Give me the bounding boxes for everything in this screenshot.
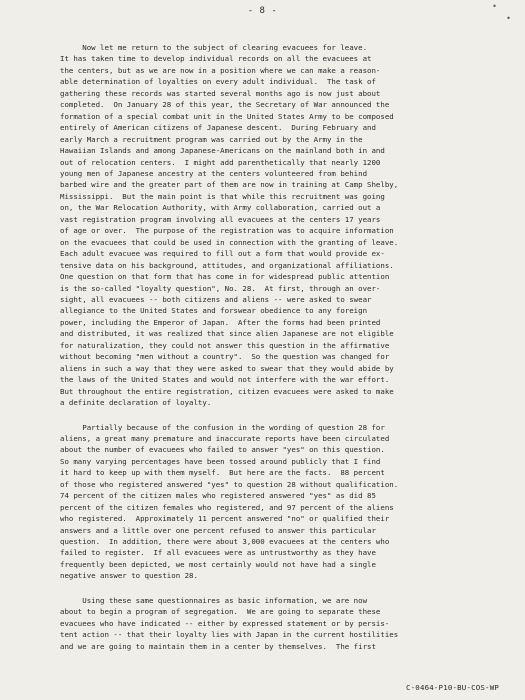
text-line: the laws of the United States and would not interfere with the war effort. [60, 375, 390, 385]
text-line: 74 percent of the citizen males who registered answered "yes" as did 85 [60, 491, 376, 501]
text-line: without becoming "men without a country". So the question was changed for [60, 352, 390, 362]
text-line: One question on that form that has come in for widespread public attention [60, 272, 390, 282]
text-line: the centers, but as we are now in a position where we can make a reason- [60, 65, 381, 75]
text-line: for naturalization, they could not answer this question in the affirmative [60, 340, 390, 350]
text-line: tensive data on his background, attitudes, and organizational affiliations. [60, 260, 394, 270]
text-line: gathering these records was started several months ago is now just about [60, 88, 381, 98]
text-line: Now let me return to the subject of clearing evacuees for leave. [60, 43, 368, 52]
text-line: young men of Japanese ancestry at the centers volunteered from behind [60, 168, 368, 178]
text-line: sight, all evacuees -- both citizens and aliens -- were asked to swear [60, 294, 372, 304]
text-line: allegiance to the United States and forswear obedience to any foreign [60, 306, 368, 316]
text-line: barbed wire and the greater part of them are now in training at Camp Shelby, [60, 180, 399, 190]
text-line: and distributed, it was realized that since alien Japanese are not eligible [60, 329, 394, 339]
text-line: is the so-called "loyalty question", No. 28. At first, through an over- [60, 283, 381, 293]
text-line: on, the War Relocation Authority, with Army collaboration, carried out a [60, 203, 381, 213]
text-line: failed to register. If all evacuees were as untrustworthy as they have [60, 548, 376, 558]
document-body [60, 42, 505, 665]
text-line: Each adult evacuee was required to fill out a form that would provide ex- [60, 249, 385, 259]
text-line: Partially because of the confusion in the wording of question 28 for [60, 422, 385, 432]
text-line: aliens in such a way that they were asked to swear that they would abide by [60, 363, 394, 373]
text-line: negative answer to question 28. [60, 571, 198, 581]
text-line: tent action -- that their loyalty lies with Japan in the current hostilities [60, 630, 399, 640]
text-line: answers and a little over one percent refused to answer this particular [60, 525, 376, 535]
text-line: able determination of loyalties on every adult individual. The task of [60, 77, 376, 87]
text-line: aliens, a great many premature and inaccurate reports have been circulated [60, 433, 390, 443]
text-line: Hawaiian Islands and among Japanese-Americans on the mainland both in and [60, 146, 385, 156]
text-line: entirely of American citizens of Japanese descent. During February and [60, 123, 376, 133]
paragraph-clearing-evacuees [60, 42, 505, 409]
text-line: Using these same questionnaires as basic information, we are now [60, 595, 368, 605]
text-line: formation of a special combat unit in the United States Army to be composed [60, 111, 394, 121]
corner-mark-side: • [506, 14, 511, 23]
text-line: and we are going to maintain them in a center by themselves. The first [60, 641, 376, 651]
text-line: it hard to keep up with them myself. But here are the facts. 88 percent [60, 468, 385, 478]
text-line: about the number of evacuees who failed to answer "yes" on this question. [60, 445, 385, 455]
text-line: a definite declaration of loyalty. [60, 398, 212, 408]
text-line: vast registration program involving all evacuees at the centers 17 years [60, 214, 381, 224]
paragraph-segregation [60, 595, 505, 652]
text-line: evacuees who have indicated -- either by expressed statement or by persis- [60, 618, 390, 628]
text-line: of those who registered answered "yes" to question 28 without qualification. [60, 479, 399, 489]
text-line: But throughout the entire registration, citizen evacuees were asked to make [60, 386, 394, 396]
text-line: of age or over. The purpose of the registration was to acquire information [60, 226, 394, 236]
text-line: power, including the Emperor of Japan. After the forms had been printed [60, 317, 381, 327]
document-reference-code: C-0464-P10-BU-COS-WP [406, 683, 499, 692]
text-line: about to begin a program of segregation. We are going to separate these [60, 607, 381, 617]
text-line: out of relocation centers. I might add parenthetically that nearly 1200 [60, 157, 381, 167]
paragraph-question-28-facts [60, 422, 505, 582]
corner-mark-top: • [492, 2, 497, 11]
text-line: completed. On January 28 of this year, the Secretary of War announced the [60, 100, 390, 110]
text-line: frequently been depicted, we most certainly would not have had a single [60, 559, 376, 569]
text-line: Mississippi. But the main point is that while this recruitment was going [60, 191, 385, 201]
text-line: who registered. Approximately 11 percent answered "no" or qualified their [60, 514, 390, 524]
page-number: - 8 - [247, 6, 278, 16]
text-line: question. In addition, there were about 3,000 evacuees at the centers who [60, 537, 390, 547]
text-line: early March a recruitment program was carried out by the Army in the [60, 134, 363, 144]
text-line: on the evacuees that could be used in connection with the granting of leave. [60, 237, 399, 247]
text-line: So many varying percentages have been tossed around publicly that I find [60, 456, 381, 466]
text-line: percent of the citizen females who registered, and 97 percent of the aliens [60, 502, 394, 512]
text-line: It has taken time to develop individual records on all the evacuees at [60, 54, 372, 64]
